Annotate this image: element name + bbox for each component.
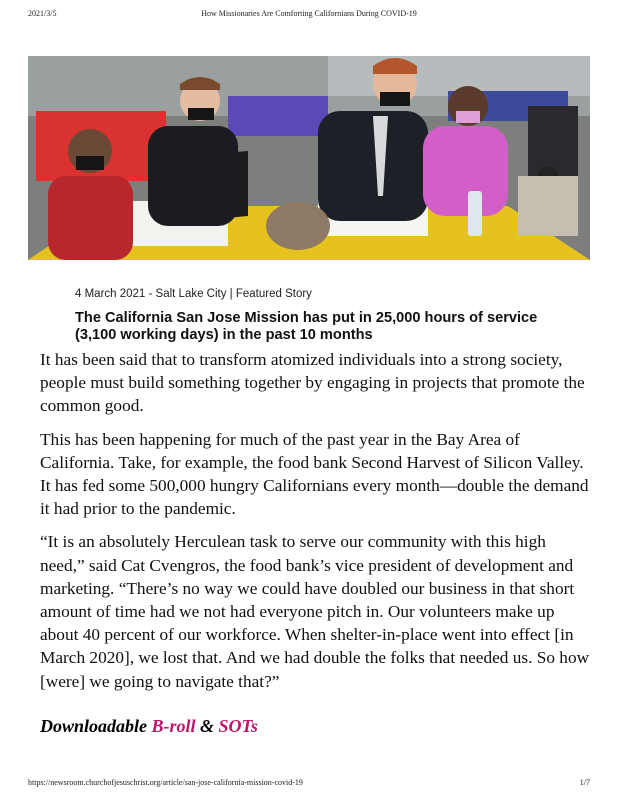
print-footer	[28, 778, 590, 790]
missionaries-photo-illustration	[28, 56, 590, 260]
body-paragraph-3: “It is an absolutely Herculean task to serve our community with this high need,” said Cat Cvengros, the food bank’s vice president of development and marketing. “There’s no way we could have doubled our business in that short amount of time had we not had everyone pitch in. Our volunteers make up about 40 percent of our workforce. When shelter-in-place went into effect [in March 2020], we lost that. And we had double the folks that needed us. So how [were] we going to navigate that?”	[40, 532, 590, 691]
article-byline: 4 March 2021 - Salt Lake City | Featured Story	[75, 288, 312, 300]
print-page-title: How Missionaries Are Comforting Californians During COVID-19	[201, 9, 417, 18]
print-url: https://newsroom.churchofjesuschrist.org/article/san-jose-california-mission-covid-19	[28, 778, 303, 787]
broll-link[interactable]: B-roll	[151, 716, 196, 736]
body-paragraph-2: This has been happening for much of the past year in the Bay Area of California. Take, for example, the food bank Second Harvest of Silicon Valley. It has fed some 500,000 hungry Californians every month—double the demand it had prior to the pandemic.	[40, 429, 589, 519]
article-subheading: The California San Jose Mission has put in 25,000 hours of service (3,100 working days) in the past 10 months	[75, 310, 538, 343]
print-header	[28, 9, 590, 21]
print-page-number: 1/7	[579, 778, 590, 787]
downloads-line	[40, 716, 540, 737]
downloads-ampersand: &	[200, 716, 215, 736]
print-date: 2021/3/5	[28, 9, 57, 18]
article-photo	[28, 56, 590, 260]
sots-link[interactable]: SOTs	[218, 716, 258, 736]
downloads-prefix: Downloadable	[40, 716, 148, 736]
article-body	[40, 348, 592, 703]
body-paragraph-1: It has been said that to transform atomized individuals into a strong society, people must build something together by engaging in projects that promote the common good.	[40, 350, 585, 416]
